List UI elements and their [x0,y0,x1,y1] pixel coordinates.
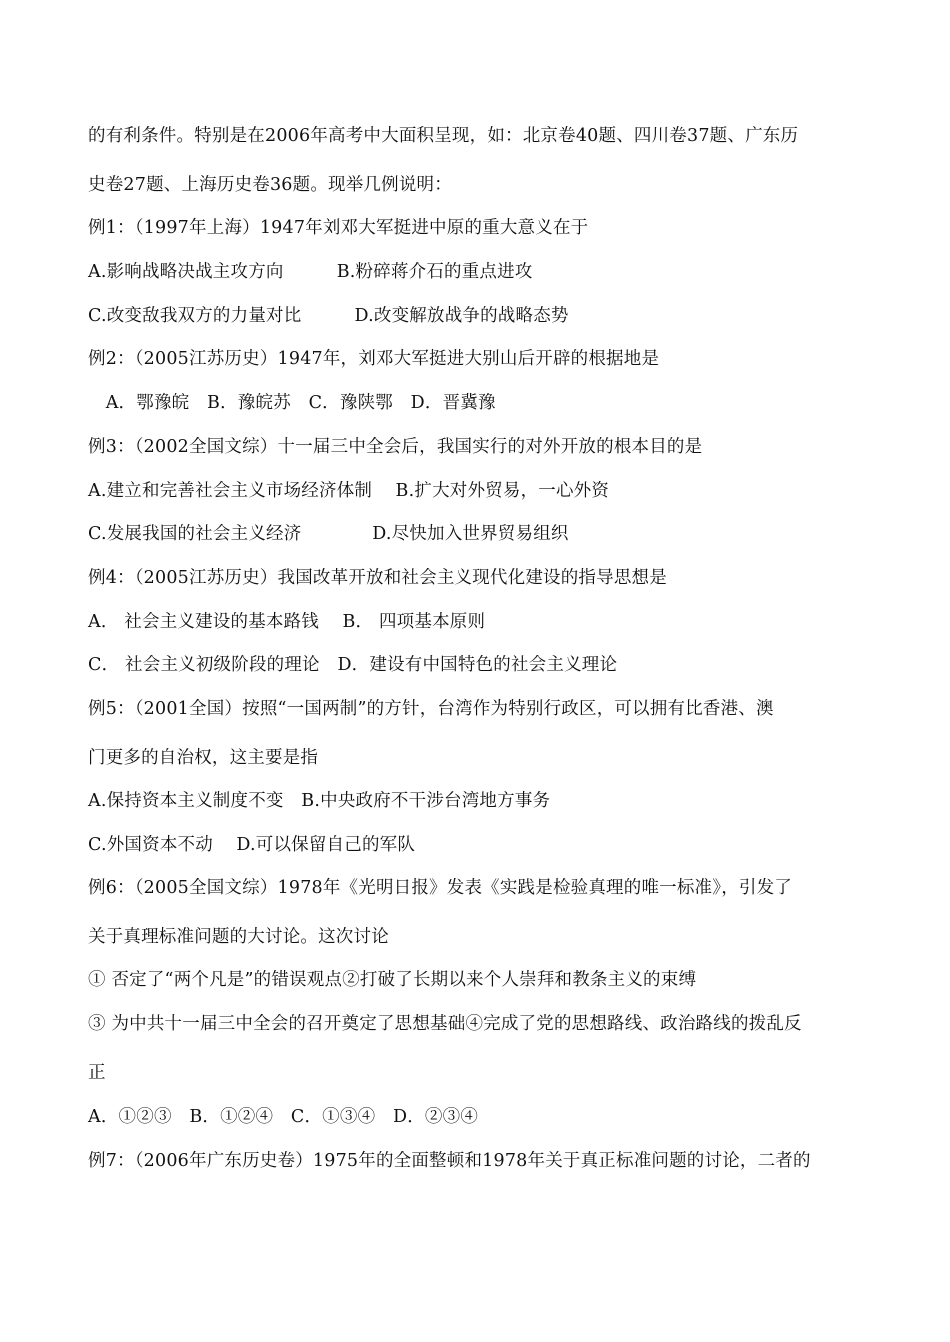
question-7-stem: 例7：（2006年广东历史卷）1975年的全面整顿和1978年关于真正标准问题的讨论，二者的 [88,1151,811,1171]
question-5-options-ab: A.保持资本主义制度不变 B.中央政府不干涉台湾地方事务 [88,791,551,811]
question-1-options-ab: A.影响战略决战主攻方向 B.粉碎蒋介石的重点进攻 [88,262,533,282]
question-4-options-ab: A． 社会主义建设的基本路钱 B． 四项基本原则 [88,612,486,632]
paragraph-line: 的有利条件。特别是在2006年高考中大面积呈现，如：北京卷40题、四川卷37题、广东历 [88,126,799,146]
question-2-options: A．鄂豫皖 B．豫皖苏 C．豫陕鄂 D．晋冀豫 [88,393,496,413]
question-3-options-ab: A.建立和完善社会主义市场经济体制 B.扩大对外贸易，一心外资 [88,481,610,501]
question-6-statement-3-4: ③ 为中共十一届三中全会的召开奠定了思想基础④完成了党的思想路线、政治路线的拨乱反 [88,1014,802,1034]
question-5-options-cd: C.外国资本不动 D.可以保留自己的军队 [88,835,416,855]
question-5-stem-cont: 门更多的自治权，这主要是指 [88,748,319,768]
question-1-stem: 例1：（1997年上海）1947年刘邓大军挺进中原的重大意义在于 [88,218,589,238]
question-3-stem: 例3：（2002全国文综）十一届三中全会后，我国实行的对外开放的根本目的是 [88,437,703,457]
question-1-options-cd: C.改变敌我双方的力量对比 D.改变解放战争的战略态势 [88,306,569,326]
question-3-options-cd: C.发展我国的社会主义经济 D.尽快加入世界贸易组织 [88,524,569,544]
question-4-options-cd: C． 社会主义初级阶段的理论 D．建设有中国特色的社会主义理论 [88,655,618,675]
question-4-stem: 例4：（2005江苏历史）我国改革开放和社会主义现代化建设的指导思想是 [88,568,667,588]
question-2-stem: 例2：（2005江苏历史）1947年，刘邓大军挺进大别山后开辟的根据地是 [88,349,660,369]
question-5-stem: 例5：（2001全国）按照“一国两制”的方针，台湾作为特别行政区，可以拥有比香港、澳 [88,699,774,719]
question-6-stem-cont: 关于真理标准问题的大讨论。这次讨论 [88,927,389,947]
question-6-options: A．①②③ B．①②④ C．①③④ D．②③④ [88,1107,479,1127]
question-6-stem: 例6：（2005全国文综）1978年《光明日报》发表《实践是检验真理的唯一标准》，引发了 [88,878,793,898]
question-6-statement-cont: 正 [88,1063,106,1083]
question-6-statement-1-2: ① 否定了“两个凡是”的错误观点②打破了长期以来个人崇拜和教条主义的束缚 [88,970,697,990]
paragraph-line: 史卷27题、上海历史卷36题。现举几例说明： [88,175,452,195]
